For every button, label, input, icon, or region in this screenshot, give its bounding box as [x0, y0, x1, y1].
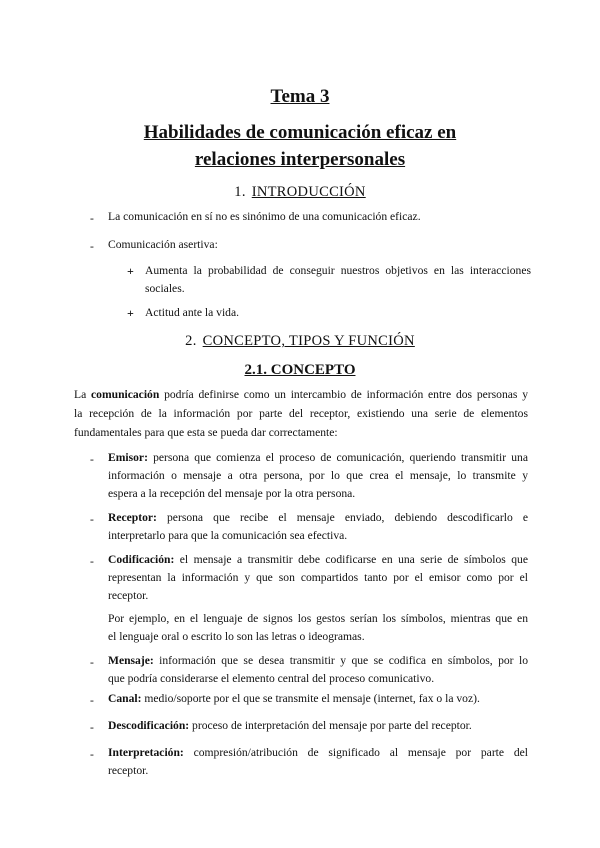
section-1-number: 1.: [234, 184, 246, 200]
dash-bullet: -: [90, 694, 94, 707]
intro-line-3: fundamentales para que esta se pueda dar correctamente:: [74, 426, 338, 439]
term-mensaje: Mensaje:: [108, 654, 154, 667]
term-codificacion: Codificación:: [108, 553, 175, 566]
main-title-line-2: relaciones interpersonales: [194, 149, 406, 170]
term-interpretacion: Interpretación:: [108, 746, 184, 759]
interpretacion-line-2: receptor.: [108, 764, 149, 777]
term-emisor: Emisor:: [108, 451, 148, 464]
intro-line-1: La comunicación podría definirse como un intercambio de información entre dos personas y: [74, 388, 528, 401]
receptor-line-2: interpretarlo para que la comunicación sea efectiva.: [108, 529, 348, 542]
dash-bullet: -: [90, 453, 94, 466]
term-comunicacion: comunicación: [91, 388, 160, 401]
receptor-line-1: Receptor: persona que recibe el mensaje enviado, debiendo descodificarlo e: [108, 511, 528, 524]
dash-bullet: -: [90, 212, 94, 225]
emisor-line-3: espera a la recepción del mensaje por la otra persona.: [108, 487, 356, 500]
term-descodificacion: Descodificación:: [108, 719, 190, 732]
dash-bullet: -: [90, 748, 94, 761]
subbullet-2: Actitud ante la vida.: [145, 306, 240, 319]
section-1-heading: [0, 184, 600, 201]
section-2-heading: [0, 333, 600, 350]
section-1-title: INTRODUCCIÓN: [251, 184, 366, 200]
bullet-intro-2: Comunicación asertiva:: [108, 238, 218, 251]
term-canal: Canal:: [108, 692, 142, 705]
subbullet-1-line-2: sociales.: [145, 282, 185, 295]
bullet-intro-1: La comunicación en sí no es sinónimo de una comunicación eficaz.: [108, 210, 421, 223]
codificacion-example-line-2: el lenguaje oral o escrito lo son las letras o ideogramas.: [108, 630, 365, 643]
canal-line-1: Canal: medio/soporte por el que se transmite el mensaje (internet, fax o la voz).: [108, 692, 480, 705]
mensaje-line-2: que podría considerarse el elemento central del proceso comunicativo.: [108, 672, 435, 685]
dash-bullet: -: [90, 721, 94, 734]
dash-bullet: -: [90, 513, 94, 526]
term-receptor: Receptor:: [108, 511, 157, 524]
plus-bullet: +: [127, 264, 134, 278]
emisor-line-1: Emisor: persona que comienza el proceso de comunicación, queriendo transmitir una: [108, 451, 528, 464]
dash-bullet: -: [90, 240, 94, 253]
section-2-number: 2.: [185, 333, 197, 349]
codificacion-line-2: representan la información y que son compartidos tanto por el emisor como por el: [108, 571, 528, 584]
dash-bullet: -: [90, 555, 94, 568]
subsection-2-1-heading: 2.1. CONCEPTO: [244, 362, 356, 378]
codificacion-line-1: Codificación: el mensaje a transmitir debe codificarse en una serie de símbolos que: [108, 553, 528, 566]
codificacion-example-line-1: Por ejemplo, en el lenguaje de signos los gestos serían los símbolos, mientras que en: [108, 612, 528, 625]
plus-bullet: +: [127, 306, 134, 320]
subbullet-1-line-1: Aumenta la probabilidad de conseguir nuestros objetivos en las interacciones: [145, 264, 531, 277]
interpretacion-line-1: Interpretación: compresión/atribución de significado al mensaje por parte del: [108, 746, 528, 759]
mensaje-line-1: Mensaje: información que se desea transmitir y que se codifica en símbolos, por lo: [108, 654, 528, 667]
topic-title: Tema 3: [270, 86, 330, 107]
main-title-line-1: Habilidades de comunicación eficaz en: [143, 122, 457, 143]
section-2-title: CONCEPTO, TIPOS Y FUNCIÓN: [202, 333, 415, 349]
dash-bullet: -: [90, 656, 94, 669]
descodificacion-line-1: Descodificación: proceso de interpretación del mensaje por parte del receptor.: [108, 719, 472, 732]
intro-line-2: la recepción de la información por parte del receptor, existiendo una serie de elementos: [74, 407, 528, 420]
codificacion-line-3: receptor.: [108, 589, 149, 602]
emisor-line-2: información o mensaje a otra persona, por lo que crea el mensaje, lo transmite y: [108, 469, 528, 482]
